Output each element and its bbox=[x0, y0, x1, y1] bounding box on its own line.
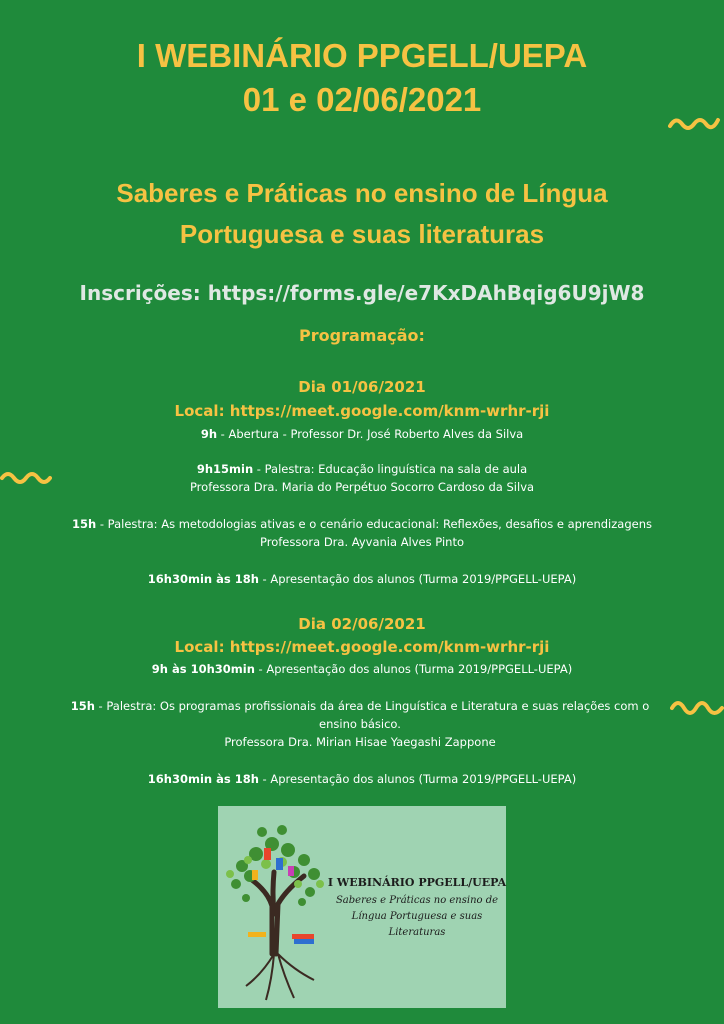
item-text: - Abertura - Professor Dr. José Roberto Alves da Silva bbox=[217, 427, 524, 441]
item-text: - Apresentação dos alunos (Turma 2019/PPGELL-UEPA) bbox=[258, 772, 577, 786]
day2-item bbox=[0, 660, 724, 678]
item-text: - Palestra: Os programas profissionais da área de Linguística e Literatura e suas relações com o bbox=[94, 699, 650, 713]
day1-item bbox=[0, 460, 724, 496]
logo-subtitle bbox=[322, 893, 512, 941]
logo-subtitle-line2: Língua Portuguesa e suas bbox=[351, 911, 483, 922]
item-text: - Palestra: As metodologias ativas e o cenário educacional: Reflexões, desafios e aprendizagens bbox=[96, 517, 652, 531]
item-time: 16h30min às 18h bbox=[147, 572, 259, 586]
day1-item bbox=[0, 570, 724, 588]
item-time: 15h bbox=[70, 699, 95, 713]
logo-subtitle-line3: Literaturas bbox=[388, 927, 446, 938]
day1-location-link[interactable]: Local: https://meet.google.com/knm-wrhr-rji bbox=[174, 402, 550, 420]
squiggle-decoration-icon bbox=[668, 114, 724, 130]
day2-item bbox=[8, 697, 712, 751]
item-time: 9h bbox=[200, 427, 218, 441]
item-speaker: Professora Dra. Ayvania Alves Pinto bbox=[260, 535, 464, 549]
day1-item bbox=[0, 425, 724, 443]
item-time: 9h15min bbox=[196, 462, 254, 476]
registration-link[interactable]: Inscrições: https://forms.gle/e7KxDAhBqig6U9jW8 bbox=[79, 281, 645, 305]
day2-date: Dia 02/06/2021 bbox=[298, 615, 426, 633]
logo-title: I WEBINÁRIO PPGELL/UEPA bbox=[327, 876, 507, 889]
day1-item bbox=[0, 515, 724, 551]
subtitle-line1: Saberes e Práticas no ensino de Língua bbox=[116, 178, 608, 208]
day2-item bbox=[0, 770, 724, 788]
item-speaker: Professora Dra. Maria do Perpétuo Socorro Cardoso da Silva bbox=[189, 480, 535, 494]
event-title: I WEBINÁRIO PPGELL/UEPA bbox=[136, 37, 588, 74]
day1-date: Dia 01/06/2021 bbox=[298, 378, 426, 396]
item-time: 16h30min às 18h bbox=[147, 772, 259, 786]
tree-logo-icon bbox=[222, 814, 332, 1004]
item-text: - Apresentação dos alunos (Turma 2019/PPGELL-UEPA) bbox=[258, 572, 577, 586]
item-speaker: Professora Dra. Mirian Hisae Yaegashi Zappone bbox=[224, 735, 496, 749]
item-text: - Apresentação dos alunos (Turma 2019/PPGELL-UEPA) bbox=[254, 662, 573, 676]
item-text: - Palestra: Educação linguística na sala de aula bbox=[253, 462, 528, 476]
logo-subtitle-line1: Saberes e Práticas no ensino de bbox=[335, 895, 499, 906]
item-time: 15h bbox=[72, 517, 97, 531]
item-text-cont: ensino básico. bbox=[319, 717, 401, 731]
program-heading: Programação: bbox=[299, 326, 425, 345]
event-dates: 01 e 02/06/2021 bbox=[242, 81, 482, 118]
item-time: 9h às 10h30min bbox=[151, 662, 255, 676]
day2-location-link[interactable]: Local: https://meet.google.com/knm-wrhr-rji bbox=[174, 638, 550, 656]
subtitle-line2: Portuguesa e suas literaturas bbox=[179, 219, 545, 249]
